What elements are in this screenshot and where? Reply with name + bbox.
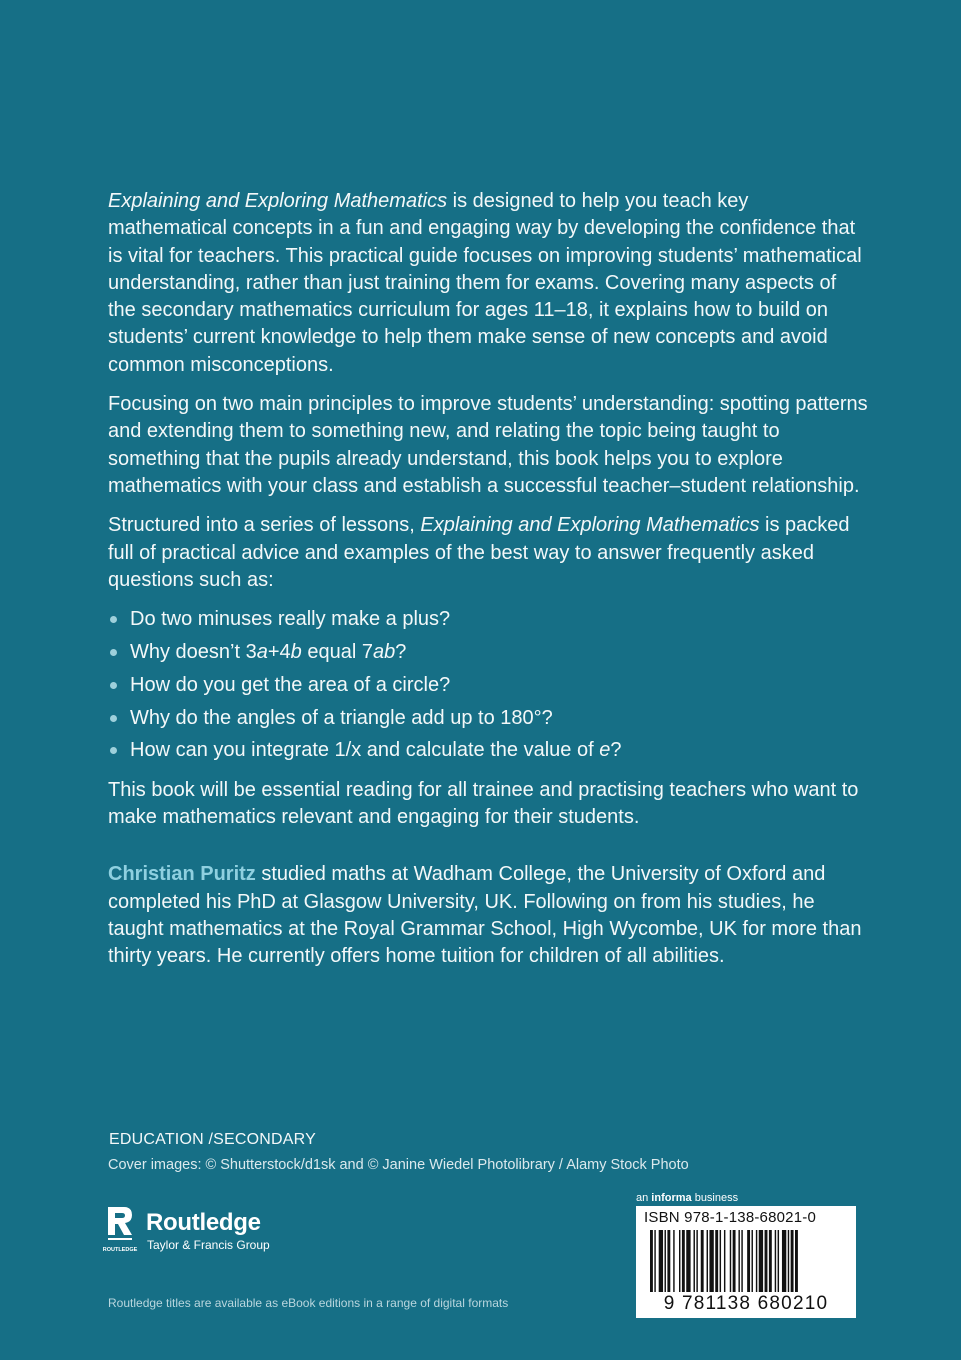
- list-item-text: Do two minuses really make a plus?: [130, 608, 451, 631]
- math-variable: ab: [372, 640, 396, 663]
- barcode-bar: [667, 1230, 670, 1292]
- barcode-bar: [759, 1230, 763, 1292]
- barcode-bar: [686, 1230, 690, 1292]
- barcode-bar: [782, 1230, 786, 1292]
- barcode-bar: [650, 1230, 653, 1292]
- questions-list: [108, 606, 868, 764]
- author-name: Christian Puritz: [108, 863, 256, 886]
- list-item-text: +4: [267, 640, 291, 663]
- barcode-bar: [694, 1230, 695, 1292]
- list-item-text: ?: [395, 640, 407, 663]
- math-variable: e: [599, 739, 611, 762]
- barcode-bar: [730, 1230, 731, 1292]
- blurb-paragraph-3-start: Structured into a series of lessons,: [108, 514, 421, 537]
- blurb-paragraph-1: [108, 188, 868, 379]
- barcode-bar: [654, 1230, 655, 1292]
- routledge-mark-icon: [102, 1205, 138, 1253]
- list-item-text: Why do the angles of a triangle add up to 180°?: [130, 706, 553, 729]
- blurb-paragraph-1-text: is designed to help you teach key mathematical concepts in a fun and engaging way by developing the confidence that is vital for teachers. This practical guide focuses on improving students’ mathematical understanding, rather than just training them for exams. Covering many aspects of the secondary mathematics curriculum for ages 11–18, it explains how to build on students’ current knowledge to help them make sense of new concepts and avoid common misconceptions.: [108, 190, 862, 376]
- back-cover-blurb: [108, 188, 868, 982]
- barcode-bar: [747, 1230, 750, 1292]
- barcode-bar: [738, 1230, 739, 1292]
- barcode-bar: [682, 1230, 685, 1292]
- barcode-bar: [733, 1230, 736, 1292]
- list-item: [108, 737, 868, 764]
- list-item: [108, 606, 868, 633]
- barcode-bar: [741, 1230, 742, 1292]
- barcode-bars: [650, 1230, 846, 1292]
- barcode-bar: [709, 1230, 713, 1292]
- barcode-bar: [696, 1230, 697, 1292]
- barcode-bar: [673, 1230, 674, 1292]
- blurb-paragraph-4: This book will be essential reading for all trainee and practising teachers who want to make mathematics relevant and engaging for their students.: [108, 778, 859, 828]
- list-item: [108, 639, 868, 666]
- bullet-icon: [110, 715, 117, 722]
- isbn-text: ISBN 978-1-138-68021-0: [644, 1209, 817, 1226]
- subject-category: EDUCATION /SECONDARY: [109, 1131, 316, 1148]
- bullet-icon: [110, 747, 117, 754]
- blurb-paragraph-2: Focusing on two main principles to improve students’ understanding: spotting patterns and extending them to something new, and relating the topic being taught to something that the pupils already understand, this book helps you to explore mathematics with your class and establish a successful teacher–student relationship.: [108, 393, 868, 497]
- barcode-bar: [795, 1230, 798, 1292]
- math-variable: a: [256, 640, 268, 663]
- informa-suffix: business: [691, 1192, 739, 1204]
- barcode-bar: [724, 1230, 725, 1292]
- informa-business-label: [636, 1192, 738, 1204]
- barcode-bar: [765, 1230, 768, 1292]
- book-title-italic: Explaining and Exploring Mathematics: [420, 514, 760, 537]
- list-item-text: How do you get the area of a circle?: [130, 673, 451, 696]
- list-item-text: How can you integrate 1/x and calculate the value of: [130, 739, 600, 762]
- blurb-paragraph-3: [108, 512, 868, 594]
- list-item-text: ?: [610, 739, 622, 762]
- barcode-bar: [756, 1230, 757, 1292]
- barcode-bar: [720, 1230, 721, 1292]
- math-variable: b: [290, 640, 302, 663]
- book-title-italic: Explaining and Exploring Mathematics: [108, 190, 448, 212]
- barcode-bar: [707, 1230, 708, 1292]
- list-item-text: equal 7: [301, 640, 373, 663]
- routledge-mark-text: ROUTLEDGE: [102, 1247, 138, 1253]
- informa-brand: informa: [651, 1192, 692, 1204]
- barcode-digits: 9 781138 680210: [663, 1293, 829, 1314]
- barcode-bar: [752, 1230, 753, 1292]
- cover-image-credits: Cover images: © Shutterstock/d1sk and © Janine Wiedel Photolibrary / Alamy Stock Photo: [108, 1157, 689, 1173]
- isbn-barcode: [636, 1206, 856, 1318]
- bullet-icon: [110, 682, 117, 689]
- publisher-group: Taylor & Francis Group: [147, 1238, 270, 1252]
- barcode-bar: [715, 1230, 718, 1292]
- barcode-bar: [679, 1230, 680, 1292]
- list-item: [108, 672, 868, 699]
- barcode-bar: [791, 1230, 794, 1292]
- barcode-bar: [778, 1230, 779, 1292]
- list-item: [108, 705, 868, 732]
- bullet-icon: [110, 616, 117, 623]
- barcode-bar: [701, 1230, 704, 1292]
- author-bio: [108, 861, 868, 970]
- routledge-logo: [102, 1205, 306, 1255]
- bullet-icon: [110, 649, 117, 656]
- barcode-bar: [788, 1230, 789, 1292]
- barcode-bar: [659, 1230, 663, 1292]
- barcode-bar: [775, 1230, 776, 1292]
- informa-prefix: an: [636, 1192, 652, 1204]
- barcode-bar: [769, 1230, 772, 1292]
- blurb-paragraph-3-end: is packed full of practical advice and examples of the best way to answer frequently asked questions such as:: [108, 514, 850, 591]
- barcode-bar: [665, 1230, 666, 1292]
- ebook-note: Routledge titles are available as eBook editions in a range of digital formats: [108, 1296, 509, 1310]
- list-item-text: Why doesn’t 3: [130, 640, 257, 663]
- author-bio-text: studied maths at Wadham College, the University of Oxford and completed his PhD at Glasgow University, UK. Following on from his studies, he taught mathematics at the Royal Grammar School, High Wycombe, UK for more than thirty years. He currently offers home tuition for children of all abilities.: [108, 863, 862, 968]
- publisher-name: Routledge: [146, 1209, 261, 1236]
